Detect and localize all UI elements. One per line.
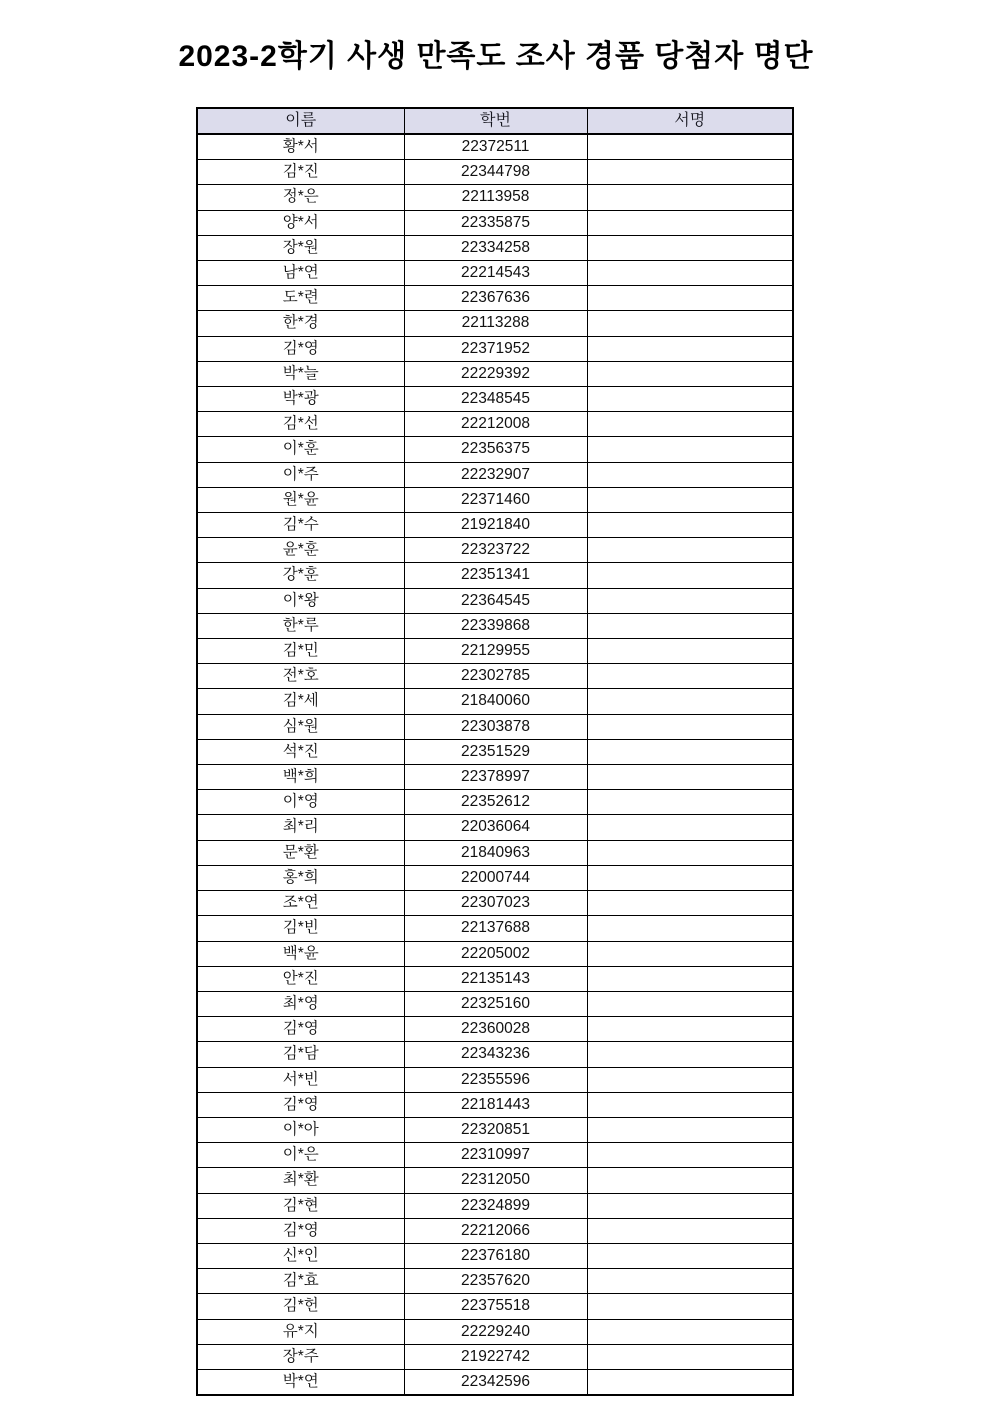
column-header-student-id: 학번 bbox=[404, 108, 587, 134]
name-cell: 도*련 bbox=[197, 286, 404, 311]
signature-cell bbox=[587, 1294, 793, 1319]
signature-cell bbox=[587, 765, 793, 790]
student-id-cell: 22302785 bbox=[404, 664, 587, 689]
table-row bbox=[197, 865, 793, 890]
table-row bbox=[197, 1269, 793, 1294]
table-row bbox=[197, 1294, 793, 1319]
name-cell: 김*현 bbox=[197, 1193, 404, 1218]
signature-cell bbox=[587, 865, 793, 890]
student-id-cell: 21921840 bbox=[404, 513, 587, 538]
signature-cell bbox=[587, 235, 793, 260]
table-row bbox=[197, 361, 793, 386]
signature-cell bbox=[587, 1319, 793, 1344]
signature-cell bbox=[587, 689, 793, 714]
name-cell: 장*주 bbox=[197, 1344, 404, 1369]
signature-cell bbox=[587, 462, 793, 487]
student-id-cell: 21840060 bbox=[404, 689, 587, 714]
column-header-signature: 서명 bbox=[587, 108, 793, 134]
table-row bbox=[197, 261, 793, 286]
name-cell: 한*경 bbox=[197, 311, 404, 336]
student-id-cell: 22113958 bbox=[404, 185, 587, 210]
name-cell: 문*환 bbox=[197, 840, 404, 865]
student-id-cell: 21922742 bbox=[404, 1344, 587, 1369]
student-id-cell: 22364545 bbox=[404, 588, 587, 613]
student-id-cell: 22344798 bbox=[404, 160, 587, 185]
table-row bbox=[197, 336, 793, 361]
name-cell: 전*호 bbox=[197, 664, 404, 689]
table-row bbox=[197, 462, 793, 487]
table-row bbox=[197, 487, 793, 512]
signature-cell bbox=[587, 311, 793, 336]
student-id-cell: 22342596 bbox=[404, 1369, 587, 1395]
name-cell: 한*루 bbox=[197, 613, 404, 638]
table-row bbox=[197, 966, 793, 991]
student-id-cell: 22320851 bbox=[404, 1117, 587, 1142]
table-row bbox=[197, 412, 793, 437]
signature-cell bbox=[587, 286, 793, 311]
signature-cell bbox=[587, 1344, 793, 1369]
signature-cell bbox=[587, 387, 793, 412]
name-cell: 백*윤 bbox=[197, 941, 404, 966]
student-id-cell: 22378997 bbox=[404, 765, 587, 790]
column-header-name: 이름 bbox=[197, 108, 404, 134]
student-id-cell: 22214543 bbox=[404, 261, 587, 286]
name-cell: 장*원 bbox=[197, 235, 404, 260]
name-cell: 이*주 bbox=[197, 462, 404, 487]
signature-cell bbox=[587, 185, 793, 210]
table-row bbox=[197, 1067, 793, 1092]
student-id-cell: 22135143 bbox=[404, 966, 587, 991]
signature-cell bbox=[587, 714, 793, 739]
signature-cell bbox=[587, 487, 793, 512]
student-id-cell: 22000744 bbox=[404, 865, 587, 890]
signature-cell bbox=[587, 261, 793, 286]
name-cell: 석*진 bbox=[197, 739, 404, 764]
signature-cell bbox=[587, 1092, 793, 1117]
student-id-cell: 22113288 bbox=[404, 311, 587, 336]
student-id-cell: 22137688 bbox=[404, 916, 587, 941]
name-cell: 강*훈 bbox=[197, 563, 404, 588]
table-row bbox=[197, 1017, 793, 1042]
name-cell: 박*연 bbox=[197, 1369, 404, 1395]
table-row bbox=[197, 160, 793, 185]
signature-cell bbox=[587, 1117, 793, 1142]
table-row bbox=[197, 815, 793, 840]
table-row bbox=[197, 664, 793, 689]
name-cell: 이*은 bbox=[197, 1143, 404, 1168]
student-id-cell: 22324899 bbox=[404, 1193, 587, 1218]
table-row bbox=[197, 563, 793, 588]
table-row bbox=[197, 639, 793, 664]
name-cell: 원*윤 bbox=[197, 487, 404, 512]
name-cell: 박*늘 bbox=[197, 361, 404, 386]
student-id-cell: 22371460 bbox=[404, 487, 587, 512]
signature-cell bbox=[587, 815, 793, 840]
signature-cell bbox=[587, 513, 793, 538]
table-row bbox=[197, 941, 793, 966]
student-id-cell: 22181443 bbox=[404, 1092, 587, 1117]
signature-cell bbox=[587, 991, 793, 1016]
signature-cell bbox=[587, 336, 793, 361]
name-cell: 김*빈 bbox=[197, 916, 404, 941]
name-cell: 이*훈 bbox=[197, 437, 404, 462]
name-cell: 김*민 bbox=[197, 639, 404, 664]
student-id-cell: 22232907 bbox=[404, 462, 587, 487]
name-cell: 황*서 bbox=[197, 134, 404, 160]
student-id-cell: 22205002 bbox=[404, 941, 587, 966]
name-cell: 이*아 bbox=[197, 1117, 404, 1142]
name-cell: 조*연 bbox=[197, 891, 404, 916]
name-cell: 남*연 bbox=[197, 261, 404, 286]
student-id-cell: 22360028 bbox=[404, 1017, 587, 1042]
table-row bbox=[197, 1193, 793, 1218]
signature-cell bbox=[587, 563, 793, 588]
student-id-cell: 22375518 bbox=[404, 1294, 587, 1319]
student-id-cell: 22212008 bbox=[404, 412, 587, 437]
table-row bbox=[197, 790, 793, 815]
student-id-cell: 21840963 bbox=[404, 840, 587, 865]
student-id-cell: 22357620 bbox=[404, 1269, 587, 1294]
student-id-cell: 22335875 bbox=[404, 210, 587, 235]
signature-cell bbox=[587, 1143, 793, 1168]
table-row bbox=[197, 1042, 793, 1067]
signature-cell bbox=[587, 1369, 793, 1395]
table-row bbox=[197, 1319, 793, 1344]
student-id-cell: 22312050 bbox=[404, 1168, 587, 1193]
table-row bbox=[197, 991, 793, 1016]
signature-cell bbox=[587, 966, 793, 991]
student-id-cell: 22334258 bbox=[404, 235, 587, 260]
signature-cell bbox=[587, 739, 793, 764]
student-id-cell: 22351529 bbox=[404, 739, 587, 764]
signature-cell bbox=[587, 1067, 793, 1092]
signature-cell bbox=[587, 639, 793, 664]
name-cell: 김*헌 bbox=[197, 1294, 404, 1319]
table-row bbox=[197, 210, 793, 235]
name-cell: 김*영 bbox=[197, 336, 404, 361]
student-id-cell: 22355596 bbox=[404, 1067, 587, 1092]
signature-cell bbox=[587, 840, 793, 865]
name-cell: 김*담 bbox=[197, 1042, 404, 1067]
signature-cell bbox=[587, 538, 793, 563]
student-id-cell: 22339868 bbox=[404, 613, 587, 638]
student-id-cell: 22376180 bbox=[404, 1243, 587, 1268]
signature-cell bbox=[587, 613, 793, 638]
table-row bbox=[197, 1218, 793, 1243]
name-cell: 심*원 bbox=[197, 714, 404, 739]
table-row bbox=[197, 588, 793, 613]
name-cell: 유*지 bbox=[197, 1319, 404, 1344]
name-cell: 최*리 bbox=[197, 815, 404, 840]
student-id-cell: 22307023 bbox=[404, 891, 587, 916]
name-cell: 김*수 bbox=[197, 513, 404, 538]
table-row bbox=[197, 286, 793, 311]
name-cell: 윤*훈 bbox=[197, 538, 404, 563]
name-cell: 김*선 bbox=[197, 412, 404, 437]
student-id-cell: 22367636 bbox=[404, 286, 587, 311]
student-id-cell: 22372511 bbox=[404, 134, 587, 160]
winners-table bbox=[196, 107, 794, 1396]
name-cell: 최*영 bbox=[197, 991, 404, 1016]
student-id-cell: 22356375 bbox=[404, 437, 587, 462]
student-id-cell: 22212066 bbox=[404, 1218, 587, 1243]
signature-cell bbox=[587, 160, 793, 185]
signature-cell bbox=[587, 1168, 793, 1193]
table-row bbox=[197, 840, 793, 865]
student-id-cell: 22343236 bbox=[404, 1042, 587, 1067]
signature-cell bbox=[587, 916, 793, 941]
table-row bbox=[197, 689, 793, 714]
table-row bbox=[197, 1243, 793, 1268]
student-id-cell: 22351341 bbox=[404, 563, 587, 588]
signature-cell bbox=[587, 790, 793, 815]
student-id-cell: 22229240 bbox=[404, 1319, 587, 1344]
table-row bbox=[197, 1117, 793, 1142]
table-row bbox=[197, 1369, 793, 1395]
table-row bbox=[197, 916, 793, 941]
name-cell: 백*희 bbox=[197, 765, 404, 790]
signature-cell bbox=[587, 210, 793, 235]
name-cell: 홍*희 bbox=[197, 865, 404, 890]
page-title: 2023-2학기 사생 만족도 조사 경품 당첨자 명단 bbox=[178, 40, 814, 73]
signature-cell bbox=[587, 1269, 793, 1294]
name-cell: 김*진 bbox=[197, 160, 404, 185]
signature-cell bbox=[587, 1243, 793, 1268]
name-cell: 박*광 bbox=[197, 387, 404, 412]
table-row bbox=[197, 513, 793, 538]
table-row bbox=[197, 185, 793, 210]
table-row bbox=[197, 437, 793, 462]
name-cell: 김*영 bbox=[197, 1017, 404, 1042]
signature-cell bbox=[587, 361, 793, 386]
table-header-row bbox=[197, 108, 793, 134]
name-cell: 김*효 bbox=[197, 1269, 404, 1294]
student-id-cell: 22325160 bbox=[404, 991, 587, 1016]
signature-cell bbox=[587, 1017, 793, 1042]
table-row bbox=[197, 1092, 793, 1117]
signature-cell bbox=[587, 1218, 793, 1243]
table-row bbox=[197, 891, 793, 916]
name-cell: 김*세 bbox=[197, 689, 404, 714]
signature-cell bbox=[587, 941, 793, 966]
name-cell: 신*인 bbox=[197, 1243, 404, 1268]
signature-cell bbox=[587, 1193, 793, 1218]
name-cell: 서*빈 bbox=[197, 1067, 404, 1092]
name-cell: 양*서 bbox=[197, 210, 404, 235]
signature-cell bbox=[587, 412, 793, 437]
table-row bbox=[197, 1143, 793, 1168]
signature-cell bbox=[587, 664, 793, 689]
table-row bbox=[197, 765, 793, 790]
table-row bbox=[197, 714, 793, 739]
table-row bbox=[197, 1168, 793, 1193]
table-row bbox=[197, 235, 793, 260]
student-id-cell: 22348545 bbox=[404, 387, 587, 412]
name-cell: 이*왕 bbox=[197, 588, 404, 613]
signature-cell bbox=[587, 1042, 793, 1067]
name-cell: 이*영 bbox=[197, 790, 404, 815]
name-cell: 정*은 bbox=[197, 185, 404, 210]
table-row bbox=[197, 538, 793, 563]
name-cell: 김*영 bbox=[197, 1092, 404, 1117]
student-id-cell: 22323722 bbox=[404, 538, 587, 563]
name-cell: 김*영 bbox=[197, 1218, 404, 1243]
table-body bbox=[197, 134, 793, 1395]
table-row bbox=[197, 311, 793, 336]
student-id-cell: 22310997 bbox=[404, 1143, 587, 1168]
table-row bbox=[197, 387, 793, 412]
table-row bbox=[197, 739, 793, 764]
name-cell: 최*환 bbox=[197, 1168, 404, 1193]
table-row bbox=[197, 134, 793, 160]
signature-cell bbox=[587, 588, 793, 613]
signature-cell bbox=[587, 134, 793, 160]
table-row bbox=[197, 1344, 793, 1369]
student-id-cell: 22229392 bbox=[404, 361, 587, 386]
student-id-cell: 22129955 bbox=[404, 639, 587, 664]
student-id-cell: 22036064 bbox=[404, 815, 587, 840]
table-row bbox=[197, 613, 793, 638]
name-cell: 안*진 bbox=[197, 966, 404, 991]
student-id-cell: 22303878 bbox=[404, 714, 587, 739]
signature-cell bbox=[587, 437, 793, 462]
student-id-cell: 22371952 bbox=[404, 336, 587, 361]
signature-cell bbox=[587, 891, 793, 916]
student-id-cell: 22352612 bbox=[404, 790, 587, 815]
